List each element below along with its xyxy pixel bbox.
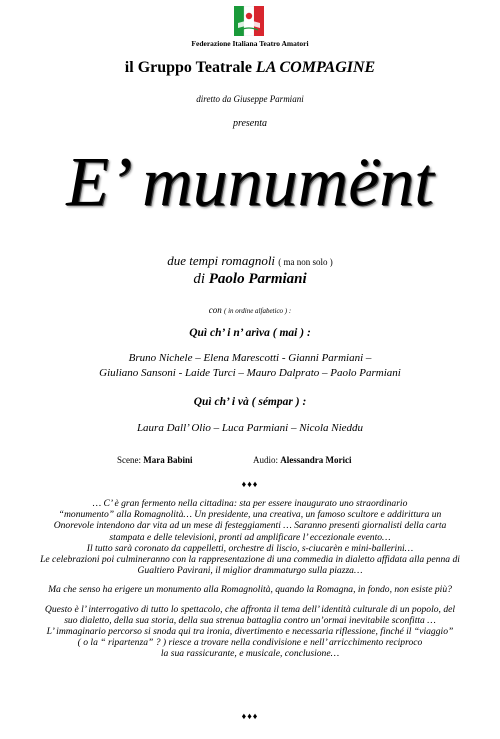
cast2-line-1: Laura Dall’ Olio – Luca Parmiani – Nicola Nieddu [136,422,364,434]
group-name: LA COMPAGINE [255,59,376,76]
presenta-line: presenta [232,118,268,129]
cast1-line-2: Giuliano Sansoni - Laide Turci – Mauro Dalprato – Paolo Parmiani [99,367,401,379]
con-word: con [208,305,222,315]
synopsis-paragraph-3 [2,604,498,660]
synopsis-p3-line: la sua rassicurante, e musicale, conclusione… [160,648,340,660]
cast2-heading [0,396,500,408]
cast2-list [0,421,500,436]
director-line: diretto da Giuseppe Parmiani [196,94,304,104]
synopsis-p3-line: ( o la “ ripartenza” ? ) riesce a trovare nella condivisione e nell’ arricchimento reciproco [77,637,423,649]
federation-name: Federazione Italiana Teatro Amatori [191,39,309,48]
group-heading [0,59,500,77]
synopsis-p3-line: L’ immaginario percorso si snoda qui tra ironia, divertimento e necessaria riflessione, finché il “viaggio” [46,626,454,638]
group-prefix: il Gruppo Teatrale [124,59,252,76]
synopsis-p3-line: suo dialetto, della sua storia, della sua strenua battaglia contro un’ormai inevitabile sconfitta … [64,614,436,626]
audio-credit [253,455,352,465]
subtitle-text: due tempi romagnoli [167,253,276,268]
cast1-heading-text: Quì ch’ i n’ arìva [189,327,273,339]
fita-logo-icon [234,6,264,36]
synopsis-p3-line: Questo è l’ interrogativo di tutto lo spettacolo, che affronta il tema dell’ identità culturale di un popolo, del [44,603,456,615]
author-name: Paolo Parmiani [208,271,307,287]
synopsis-p1-line: Onorevole intendono dar vita ad un mese di festeggiamenti … Saranno presenti giornalisti della carta [53,520,447,532]
synopsis-paragraph-1 [2,498,498,576]
audio-label: Audio: [253,455,279,465]
cast2-heading-note: ( sémpar ) [251,396,300,408]
cast2-heading-colon: : [299,396,307,408]
cast-intro [0,305,500,315]
cast1-list [0,351,500,381]
scene-name: Mara Babini [143,455,193,465]
subtitle-line [0,253,500,269]
cast1-line-1: Bruno Nichele – Elena Marescotti - Gianni Parmiani – [128,352,372,364]
cast2-heading-text: Quì ch’ i và [193,396,252,408]
author-line [0,271,500,288]
synopsis-p1-line: Gualtiero Pavirani, il miglior drammaturgo sulla piazza… [137,565,363,577]
scene-label: Scene: [117,455,141,465]
play-title: E’ munumënt [66,144,434,221]
synopsis-p1-line: … C’ è gran fermento nella cittadina: sta per essere inaugurato uno straordinario [92,498,408,509]
synopsis-p1-line: stampata e delle televisioni, pronti ad amplificare l’ eccezionale evento… [109,531,391,543]
synopsis [2,498,498,660]
synopsis-p1-line: Il tutto sarà coronato da cappelletti, orchestre di liscio, s-ciucarèn e mini-ballerini… [86,542,414,554]
synopsis-p1-line: “monumento” alla Romagnolità… Un presidente, una creativa, un famoso scultore e addirittura un [58,509,442,521]
synopsis-paragraph-2: Ma che senso ha erigere un monumento alla Romagnolità, quando la Romagna, in fondo, non esiste più? [48,584,452,596]
subtitle-note: ( ma non solo ) [278,257,333,267]
divider-diamonds-top: ♦♦♦ [241,479,259,489]
cast1-heading-colon: : [304,327,311,339]
cast1-heading-note: ( mai ) [272,327,305,339]
author-prefix: di [193,271,205,287]
scene-credit [117,455,193,465]
audio-name: Alessandra Morici [280,455,352,465]
cast1-heading [0,327,500,339]
divider-diamonds-bottom: ♦♦♦ [241,711,259,721]
synopsis-p1-line: Le celebrazioni poi culmineranno con la rappresentazione di una commedia in dialetto affidata alla penna di [40,554,460,566]
con-note: ( in ordine alfabetico ) : [224,307,292,315]
